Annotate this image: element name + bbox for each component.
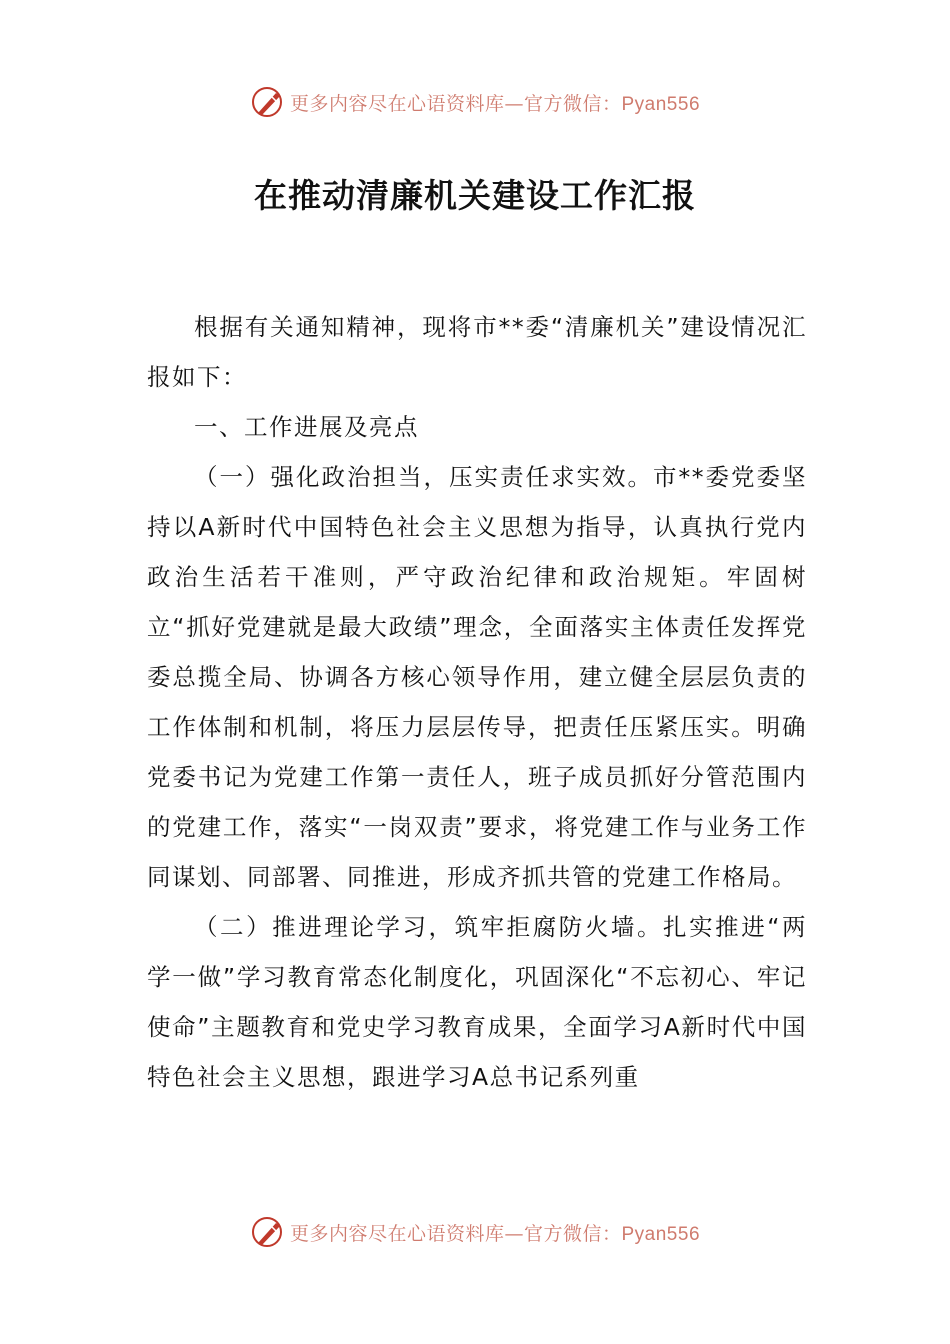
pen-nib-logo-icon: [250, 84, 286, 120]
pen-nib-logo-icon: [250, 1214, 286, 1250]
footer-banner: [0, 1212, 950, 1252]
paragraph-1: （一）强化政治担当，压实责任求实效。市**委党委坚持以A新时代中国特色社会主义思想为指导，认真执行党内政治生活若干准则，严守政治纪律和政治规矩。牢固树立“抓好党建就是最大政绩”理念，全面落实主体责任发挥党委总揽全局、协调各方核心领导作用，建立健全层层负责的工作体制和机制，将压力层层传导，把责任压紧压实。明确党委书记为党建工作第一责任人，班子成员抓好分管范围内的党建工作，落实“一岗双责”要求，将党建工作与业务工作同谋划、同部署、同推进，形成齐抓共管的党建工作格局。: [147, 463, 807, 891]
wechat-id: Pyan556: [621, 93, 701, 115]
header-banner: [0, 82, 950, 122]
wechat-id: Pyan556: [621, 1223, 701, 1245]
document-body: [147, 302, 807, 1102]
page-title: 在推动清廉机关建设工作汇报: [254, 176, 696, 215]
paragraph-intro: 根据有关通知精神，现将市**委“清廉机关”建设情况汇报如下：: [147, 313, 807, 391]
section-heading: 一、工作进展及亮点: [194, 413, 419, 441]
banner-text: 更多内容尽在心语资料库—官方微信：Pyan556: [289, 92, 701, 115]
paragraph-2: （二）推进理论学习，筑牢拒腐防火墙。扎实推进“两学一做”学习教育常态化制度化，巩固深化“不忘初心、牢记使命”主题教育和党史学习教育成果，全面学习A新时代中国特色社会主义思想，跟进学习A总书记系列重: [147, 913, 807, 1091]
banner-text: 更多内容尽在心语资料库—官方微信：Pyan556: [289, 1222, 701, 1245]
